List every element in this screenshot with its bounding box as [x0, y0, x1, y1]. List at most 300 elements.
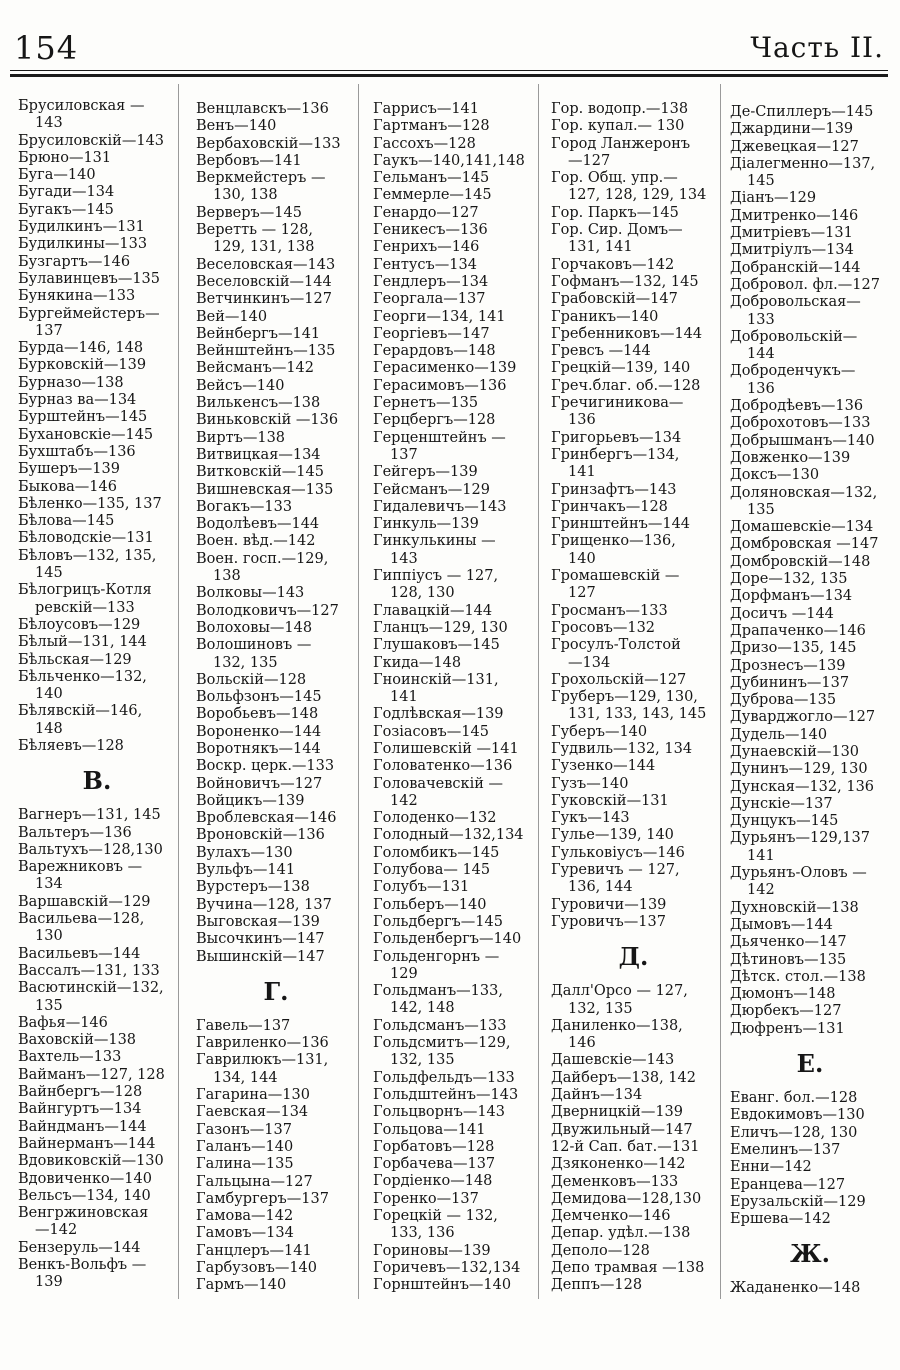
index-entry: Ветчинкинъ—127	[196, 291, 332, 308]
index-entry: Гуковскій—131	[551, 792, 669, 809]
index-entry: Дюмонъ—148	[730, 986, 836, 1003]
entry-line: Васютинскій—132,	[18, 980, 164, 997]
entry-line: Гинкулькины —	[373, 533, 496, 550]
index-entry: Дорфманъ—134	[730, 588, 853, 605]
index-entry: Голомбикъ—145	[373, 844, 500, 861]
index-entry: Вишневская—135	[196, 481, 334, 498]
entry-line: Бургеймейстеръ—	[18, 305, 160, 322]
index-entry: Доброхотовъ—133	[730, 415, 871, 432]
index-entry: Вдовиковскій—130	[18, 1153, 164, 1170]
entry-continuation: 136	[747, 380, 775, 397]
index-entry: Дѣтск. стол.—138	[730, 968, 866, 985]
page-number: 154	[14, 29, 79, 67]
entry-line: Гринбергъ—134,	[551, 446, 680, 463]
index-entry	[551, 689, 716, 724]
index-entry: Діанъ—129	[730, 190, 817, 207]
index-entry: Годлѣвская—139	[373, 706, 504, 723]
index-entry: Вагнеръ—131, 145	[18, 807, 161, 824]
index-entry: Васильевъ—144	[18, 945, 141, 962]
index-entry: Гидалевичъ—143	[373, 498, 507, 515]
entry-line: Бѣлявскій—146,	[18, 703, 143, 720]
index-entry: Вайнбергъ—128	[18, 1084, 143, 1101]
index-entry: Двужильный—147	[551, 1121, 693, 1138]
letter-heading: Ж.	[790, 1239, 830, 1269]
index-entry: Георги—134, 141	[373, 308, 506, 325]
index-entry: Вей—140	[196, 308, 268, 325]
entry-continuation: 131, 141	[568, 239, 633, 256]
index-entry: Вольфзонъ—145	[196, 689, 322, 706]
entry-continuation: 136, 144	[568, 879, 633, 896]
index-entry: Вроновскій—136	[196, 827, 325, 844]
index-entry: Бѣлова—145	[18, 513, 115, 530]
entry-line: Герценштейнъ —	[373, 429, 506, 446]
index-entry: Гуровичи—139	[551, 896, 667, 913]
index-entry: Гассохъ—128	[373, 135, 476, 152]
index-entry: Гревсъ —144	[551, 343, 651, 360]
entry-continuation: 142, 148	[390, 1000, 455, 1017]
entry-line: Грищенко—136,	[551, 533, 676, 550]
index-entry: Высочкинъ—147	[196, 931, 325, 948]
index-entry	[551, 1018, 716, 1053]
entry-continuation: 130, 138	[213, 187, 278, 204]
index-entry: Домбровскій—148	[730, 553, 871, 570]
index-entry: Грецкій—139, 140	[551, 360, 691, 377]
entry-line: Брусиловская —	[18, 98, 145, 114]
index-entry: Гросовъ—132	[551, 619, 656, 636]
index-entry: Галина—135	[196, 1156, 294, 1173]
index-entry: Дѣтиновъ—135	[730, 951, 847, 968]
index-entry	[18, 582, 176, 617]
entry-continuation: ревскій—133	[35, 599, 135, 616]
index-entry: Булавинцевъ—135	[18, 270, 161, 287]
index-entry: Вейсманъ—142	[196, 360, 315, 377]
entry-continuation: 142	[747, 882, 775, 899]
entry-line: Горецкій — 132,	[373, 1208, 498, 1224]
index-entry	[551, 637, 716, 672]
index-entry: Горнштейнъ—140	[373, 1277, 512, 1294]
index-entry: Доксъ—130	[730, 467, 820, 484]
entry-continuation: 132, 135	[568, 1000, 633, 1017]
index-entry: Гинкуль—139	[373, 516, 479, 533]
entry-continuation: 134	[35, 876, 63, 893]
entry-line: Даниленко—138,	[551, 1017, 683, 1034]
index-entry: Дризо—135, 145	[730, 640, 857, 657]
index-entry: Джардини—139	[730, 121, 854, 138]
index-entry	[551, 533, 716, 568]
index-entry: Гофманъ—132, 145	[551, 273, 699, 290]
entry-continuation: 133, 136	[390, 1225, 455, 1242]
index-entry: Войновичъ—127	[196, 775, 323, 792]
index-entry: Вучина—128, 137	[196, 896, 332, 913]
index-entry: Воротнякъ—144	[196, 740, 321, 757]
index-entry: Добрышманъ—140	[730, 432, 875, 449]
entry-line: Веркмейстеръ —	[196, 170, 326, 187]
index-entry: Гармъ—140	[196, 1277, 287, 1294]
index-entry: Герардовъ—148	[373, 343, 496, 360]
index-entry: Де-Спиллеръ—145	[730, 104, 874, 120]
index-entry: Гор. водопр.—138	[551, 101, 689, 117]
entry-line: Гречигиникова—	[551, 395, 684, 412]
index-entry: Вахтель—133	[18, 1049, 122, 1066]
index-entry: Володковичъ—127	[196, 602, 339, 619]
index-entry: Вальтухъ—128,130	[18, 841, 163, 858]
entry-line: Громашевскій —	[551, 568, 680, 585]
index-entry: Дьяченко—147	[730, 934, 847, 951]
index-entry	[551, 983, 716, 1018]
index-entry: Герасименко—139	[373, 360, 517, 377]
index-entry	[18, 98, 176, 133]
index-entry: Будилкинъ—131	[18, 219, 145, 236]
index-column-4	[551, 101, 716, 1295]
entry-continuation: 141	[568, 464, 596, 481]
index-entry: Деменковъ—133	[551, 1173, 679, 1190]
index-entry: Бухштабъ—136	[18, 443, 136, 460]
index-entry: Вилькенсъ—138	[196, 395, 321, 412]
index-entry: Бурназо—138	[18, 374, 124, 391]
index-entry	[551, 136, 716, 171]
entry-line: Воен. госп.—129,	[196, 550, 329, 567]
index-entry: Гребенниковъ—144	[551, 325, 703, 342]
entry-continuation: 136	[568, 412, 596, 429]
index-entry	[18, 703, 176, 738]
entry-continuation: 132, 135	[213, 654, 278, 671]
index-entry: Горчаковъ—142	[551, 256, 675, 273]
index-entry: Вроблевская—146	[196, 810, 337, 827]
index-entry: Гор. купал.— 130	[551, 118, 685, 135]
index-entry	[551, 170, 716, 205]
index-entry: Джевецкая—127	[730, 138, 859, 155]
index-entry: Галанъ—140	[196, 1138, 294, 1155]
entry-continuation: 129	[390, 965, 418, 982]
header-rule-thin	[10, 70, 888, 71]
index-entry: Воскр. церк.—133	[196, 758, 335, 775]
index-entry: Гейгеръ—139	[373, 464, 478, 481]
index-entry: Брусиловскій—143	[18, 132, 165, 149]
index-entry: Бензеруль—144	[18, 1239, 141, 1256]
entry-line: Гор. Общ. упр.—	[551, 170, 678, 187]
index-entry: Бугади—134	[18, 184, 115, 201]
entry-line: Бѣловъ—132, 135,	[18, 547, 157, 564]
index-entry: Дудель—140	[730, 726, 828, 743]
entry-line: Город Ланжеронъ	[551, 135, 691, 152]
index-entry: Губеръ—140	[551, 723, 648, 740]
entry-line: Волошиновъ —	[196, 637, 312, 654]
index-entry: Дайнъ—134	[551, 1087, 643, 1104]
entry-continuation: 135	[747, 501, 775, 518]
entry-continuation: 130	[35, 928, 63, 945]
index-entry: Венъ—140	[196, 118, 277, 135]
index-entry: Вурстеръ—138	[196, 879, 310, 896]
entry-continuation: 137	[35, 322, 63, 339]
index-entry: Ерузальскій—129	[730, 1193, 866, 1210]
index-entry: Гузъ—140	[551, 775, 629, 792]
index-entry: Виньковскій —136	[196, 412, 339, 429]
entry-line: Добровольская—	[730, 294, 861, 311]
index-entry: Виртъ—138	[196, 429, 286, 446]
entry-continuation: 133	[747, 311, 775, 328]
index-entry: Геникесъ—136	[373, 222, 488, 239]
index-entry: Ершева—142	[730, 1211, 831, 1228]
entry-line: Головачевскій —	[373, 775, 504, 792]
index-entry: Веселовскій—144	[196, 273, 332, 290]
entry-line: Гиппіусъ — 127,	[373, 568, 499, 585]
index-entry: Венцлавскъ—136	[196, 101, 329, 117]
index-entry: Быкова—146	[18, 478, 117, 495]
index-entry: Деппъ—128	[551, 1277, 643, 1294]
index-entry	[196, 222, 356, 257]
entry-line: Дурьянъ-Оловъ —	[730, 865, 867, 882]
index-entry: Бѣляевъ—128	[18, 737, 124, 754]
index-entry: Буга—140	[18, 167, 96, 184]
index-entry: Бухановскіе—145	[18, 426, 154, 443]
index-entry: Гарбузовъ—140	[196, 1260, 317, 1276]
column-separator	[178, 84, 179, 1299]
index-entry: Гордіенко—148	[373, 1173, 493, 1190]
entry-continuation: —142	[35, 1222, 78, 1239]
index-entry: Вулахъ—130	[196, 844, 293, 861]
index-entry: Голубова— 145	[373, 862, 491, 879]
index-entry: Воробьевъ—148	[196, 706, 319, 723]
index-entry: Бѣлоусовъ—129	[18, 616, 141, 633]
index-entry: Гринштейнъ—144	[551, 516, 691, 533]
index-entry: Бѣленко—135, 137	[18, 495, 162, 512]
index-entry: Вышинскій—147	[196, 948, 325, 965]
index-entry: Гольдфельдъ—133	[373, 1069, 515, 1086]
index-entry: Гуровичъ—137	[551, 913, 666, 930]
index-entry	[730, 329, 890, 364]
index-entry: Дымовъ—144	[730, 916, 833, 933]
index-entry: Граникъ—140	[551, 308, 659, 325]
entry-line: Гаврилюкъ—131,	[196, 1052, 329, 1069]
index-entry: Ганцлеръ—141	[196, 1242, 312, 1259]
entry-line: Гор. Сир. Домъ—	[551, 222, 683, 239]
entry-line: Доляновская—132,	[730, 484, 878, 501]
index-entry: Вайндманъ—144	[18, 1118, 147, 1135]
index-entry: Вдовиченко—140	[18, 1170, 152, 1187]
index-entry	[373, 776, 535, 811]
index-entry: Георгіевъ—147	[373, 325, 490, 342]
index-entry: Ваховскій—138	[18, 1032, 137, 1049]
entry-continuation: 127	[568, 585, 596, 602]
entry-continuation: 129, 131, 138	[213, 239, 315, 256]
index-entry: Горбачева—137	[373, 1156, 496, 1173]
index-entry: Верверъ—145	[196, 204, 302, 221]
index-entry: Дунцукъ—145	[730, 813, 839, 830]
entry-line: Гольдманъ—133,	[373, 983, 503, 1000]
index-entry: Вольскій—128	[196, 671, 307, 688]
index-entry: Выговская—139	[196, 913, 320, 930]
index-entry	[18, 859, 176, 894]
entry-continuation: 145	[747, 173, 775, 190]
index-entry: Добранскій—144	[730, 259, 861, 276]
index-entry	[18, 669, 176, 704]
index-entry: Вальтеръ—136	[18, 824, 132, 841]
index-entry	[551, 862, 716, 897]
index-entry: Еванг. бол.—128	[730, 1090, 858, 1107]
entry-continuation: 140	[35, 686, 63, 703]
entry-line: Гноинскій—131,	[373, 671, 499, 688]
index-entry: Грохольскій—127	[551, 671, 687, 688]
index-entry: Духновскій—138	[730, 899, 859, 916]
index-column-2	[196, 101, 356, 1295]
index-entry: Дунскіе—137	[730, 795, 833, 812]
entry-continuation: 141	[390, 689, 418, 706]
index-entry: Еличъ—128, 130	[730, 1124, 858, 1141]
index-entry	[18, 980, 176, 1015]
index-entry: Депо трамвая —138	[551, 1260, 705, 1276]
index-entry: Вейсъ—140	[196, 377, 285, 394]
index-entry: Депар. удѣл.—138	[551, 1225, 691, 1242]
letter-heading: Е.	[796, 1049, 824, 1079]
index-entry: Веселовская—143	[196, 256, 336, 273]
index-entry: Гагарина—130	[196, 1087, 310, 1104]
index-entry: Герцбергъ—128	[373, 412, 496, 429]
index-entry: Вейнбергъ—141	[196, 325, 321, 342]
index-entry	[551, 395, 716, 430]
index-entry: Голоденко—132	[373, 810, 497, 827]
index-entry: Дюрбекъ—127	[730, 1003, 842, 1020]
index-entry: Витвицкая—134	[196, 446, 321, 463]
index-entry	[18, 306, 176, 341]
index-entry: Дюфренъ—131	[730, 1020, 845, 1037]
index-entry	[373, 1208, 535, 1243]
index-entry: Дунинъ—129, 130	[730, 761, 868, 778]
index-entry: Дунаевскій—130	[730, 743, 860, 760]
index-entry: Добровол. фл.—127	[730, 276, 880, 293]
index-entry: Газонъ—137	[196, 1121, 292, 1138]
index-entry: Геммерле—145	[373, 187, 492, 204]
index-entry	[551, 447, 716, 482]
index-entry: Гольдбергъ—145	[373, 913, 503, 930]
column-separator	[358, 84, 359, 1299]
index-entry: Емелинъ—137	[730, 1141, 841, 1158]
index-entry: Демченко—146	[551, 1208, 671, 1225]
entry-line: Гольденгорнъ —	[373, 948, 500, 965]
index-entry: Дунская—132, 136	[730, 778, 875, 795]
index-entry: Бурштейнъ—145	[18, 409, 148, 426]
index-entry	[18, 1205, 176, 1240]
index-entry: Бузгартъ—146	[18, 253, 131, 270]
entry-continuation: 132, 135	[390, 1052, 455, 1069]
index-entry: Добродѣевъ—136	[730, 398, 864, 415]
index-entry	[373, 430, 535, 465]
index-entry	[730, 830, 890, 865]
index-entry: Главацкій—144	[373, 602, 493, 619]
index-entry: Гольдсманъ—133	[373, 1017, 507, 1034]
index-entry: Дрознесъ—139	[730, 657, 846, 674]
entry-line: Далл'Орсо — 127,	[551, 983, 688, 1000]
entry-continuation: 131, 133, 143, 145	[568, 706, 707, 723]
entry-line: Груберъ—129, 130,	[551, 689, 698, 706]
entry-continuation: —127	[568, 152, 611, 169]
entry-line: Гольдсмитъ—129,	[373, 1035, 511, 1052]
index-entry: Бурковскій—139	[18, 357, 147, 374]
index-entry: Волковы—143	[196, 585, 305, 602]
index-entry: Гендлеръ—134	[373, 273, 489, 290]
index-entry: Вульфъ—141	[196, 862, 296, 879]
entry-line: Васильева—128,	[18, 911, 145, 928]
entry-continuation: 143	[390, 550, 418, 567]
entry-continuation: 127, 128, 129, 134	[568, 187, 707, 204]
entry-line: Дурьянъ—129,137	[730, 830, 870, 847]
index-entry: Головатенко—136	[373, 758, 513, 775]
index-entry: Горенко—137	[373, 1190, 479, 1207]
index-entry	[373, 533, 535, 568]
index-entry: Гольденбергъ—140	[373, 931, 522, 948]
index-column-3	[373, 101, 535, 1294]
index-entry: Драпаченко—146	[730, 622, 866, 639]
index-entry	[730, 294, 890, 329]
index-entry: Гориновы—139	[373, 1242, 491, 1259]
index-entry: Голишевскій —141	[373, 740, 519, 757]
index-entry: Гамова—142	[196, 1208, 294, 1225]
entry-line: Діалегменно—137,	[730, 155, 876, 172]
entry-line: Варежниковъ —	[18, 859, 143, 876]
index-entry: Вогакъ—133	[196, 498, 293, 515]
entry-continuation: 143	[35, 115, 63, 132]
index-entry: Витковскій—145	[196, 464, 324, 481]
entry-continuation: 141	[747, 847, 775, 864]
index-entry: Горичевъ—132,134	[373, 1259, 521, 1276]
index-entry: Гернетъ—135	[373, 395, 479, 412]
index-entry: Гросманъ—133	[551, 602, 668, 619]
index-entry: Бунякина—133	[18, 288, 136, 305]
entry-line: Веретть — 128,	[196, 222, 314, 239]
index-entry	[18, 911, 176, 946]
entry-continuation: 139	[35, 1274, 63, 1291]
entry-continuation: 134, 144	[213, 1069, 278, 1086]
index-entry: Бурда—146, 148	[18, 340, 144, 357]
index-entry: Герасимовъ—136	[373, 377, 507, 394]
index-entry	[196, 637, 356, 672]
index-entry	[730, 485, 890, 520]
index-entry: Гавриленко—136	[196, 1035, 329, 1052]
index-entry: Гузенко—144	[551, 758, 656, 775]
index-entry: Вельсъ—134, 140	[18, 1187, 151, 1204]
index-entry: Григорьевъ—134	[551, 429, 682, 446]
entry-line: Гуревичъ — 127,	[551, 862, 680, 879]
index-entry	[373, 568, 535, 603]
index-entry: Дверницкій—139	[551, 1104, 684, 1121]
index-entry: Войцикъ—139	[196, 792, 305, 809]
part-title: Часть II.	[750, 31, 884, 64]
index-entry: Гольцворнъ—143	[373, 1104, 506, 1121]
index-entry: Греч.благ. об.—128	[551, 377, 701, 394]
index-entry: Бѣлый—131, 144	[18, 634, 147, 651]
index-entry: Брюно—131	[18, 149, 112, 166]
index-entry	[551, 222, 716, 257]
index-entry	[196, 1052, 356, 1087]
index-entry	[373, 672, 535, 707]
index-entry: Гукъ—143	[551, 810, 630, 827]
entry-line: Венкъ-Вольфъ —	[18, 1257, 147, 1273]
index-entry: Бугакъ—145	[18, 201, 114, 218]
index-entry: Гамовъ—134	[196, 1225, 294, 1242]
index-entry: Генрихъ—146	[373, 239, 480, 256]
index-entry: Бѣловодскіе—131	[18, 530, 154, 547]
index-entry: Гавель—137	[196, 1017, 291, 1034]
index-entry	[196, 551, 356, 586]
index-entry: Голубъ—131	[373, 879, 470, 896]
index-entry: Гудвиль—132, 134	[551, 740, 693, 757]
index-entry: Гольдштейнъ—143	[373, 1086, 519, 1103]
index-entry: Гальцына—127	[196, 1173, 313, 1190]
index-entry: Вассалъ—131, 133	[18, 962, 160, 979]
index-entry: Доре—132, 135	[730, 571, 848, 588]
index-entry	[18, 1257, 176, 1292]
entry-continuation: 140	[568, 550, 596, 567]
header-rule-thick	[10, 74, 888, 77]
